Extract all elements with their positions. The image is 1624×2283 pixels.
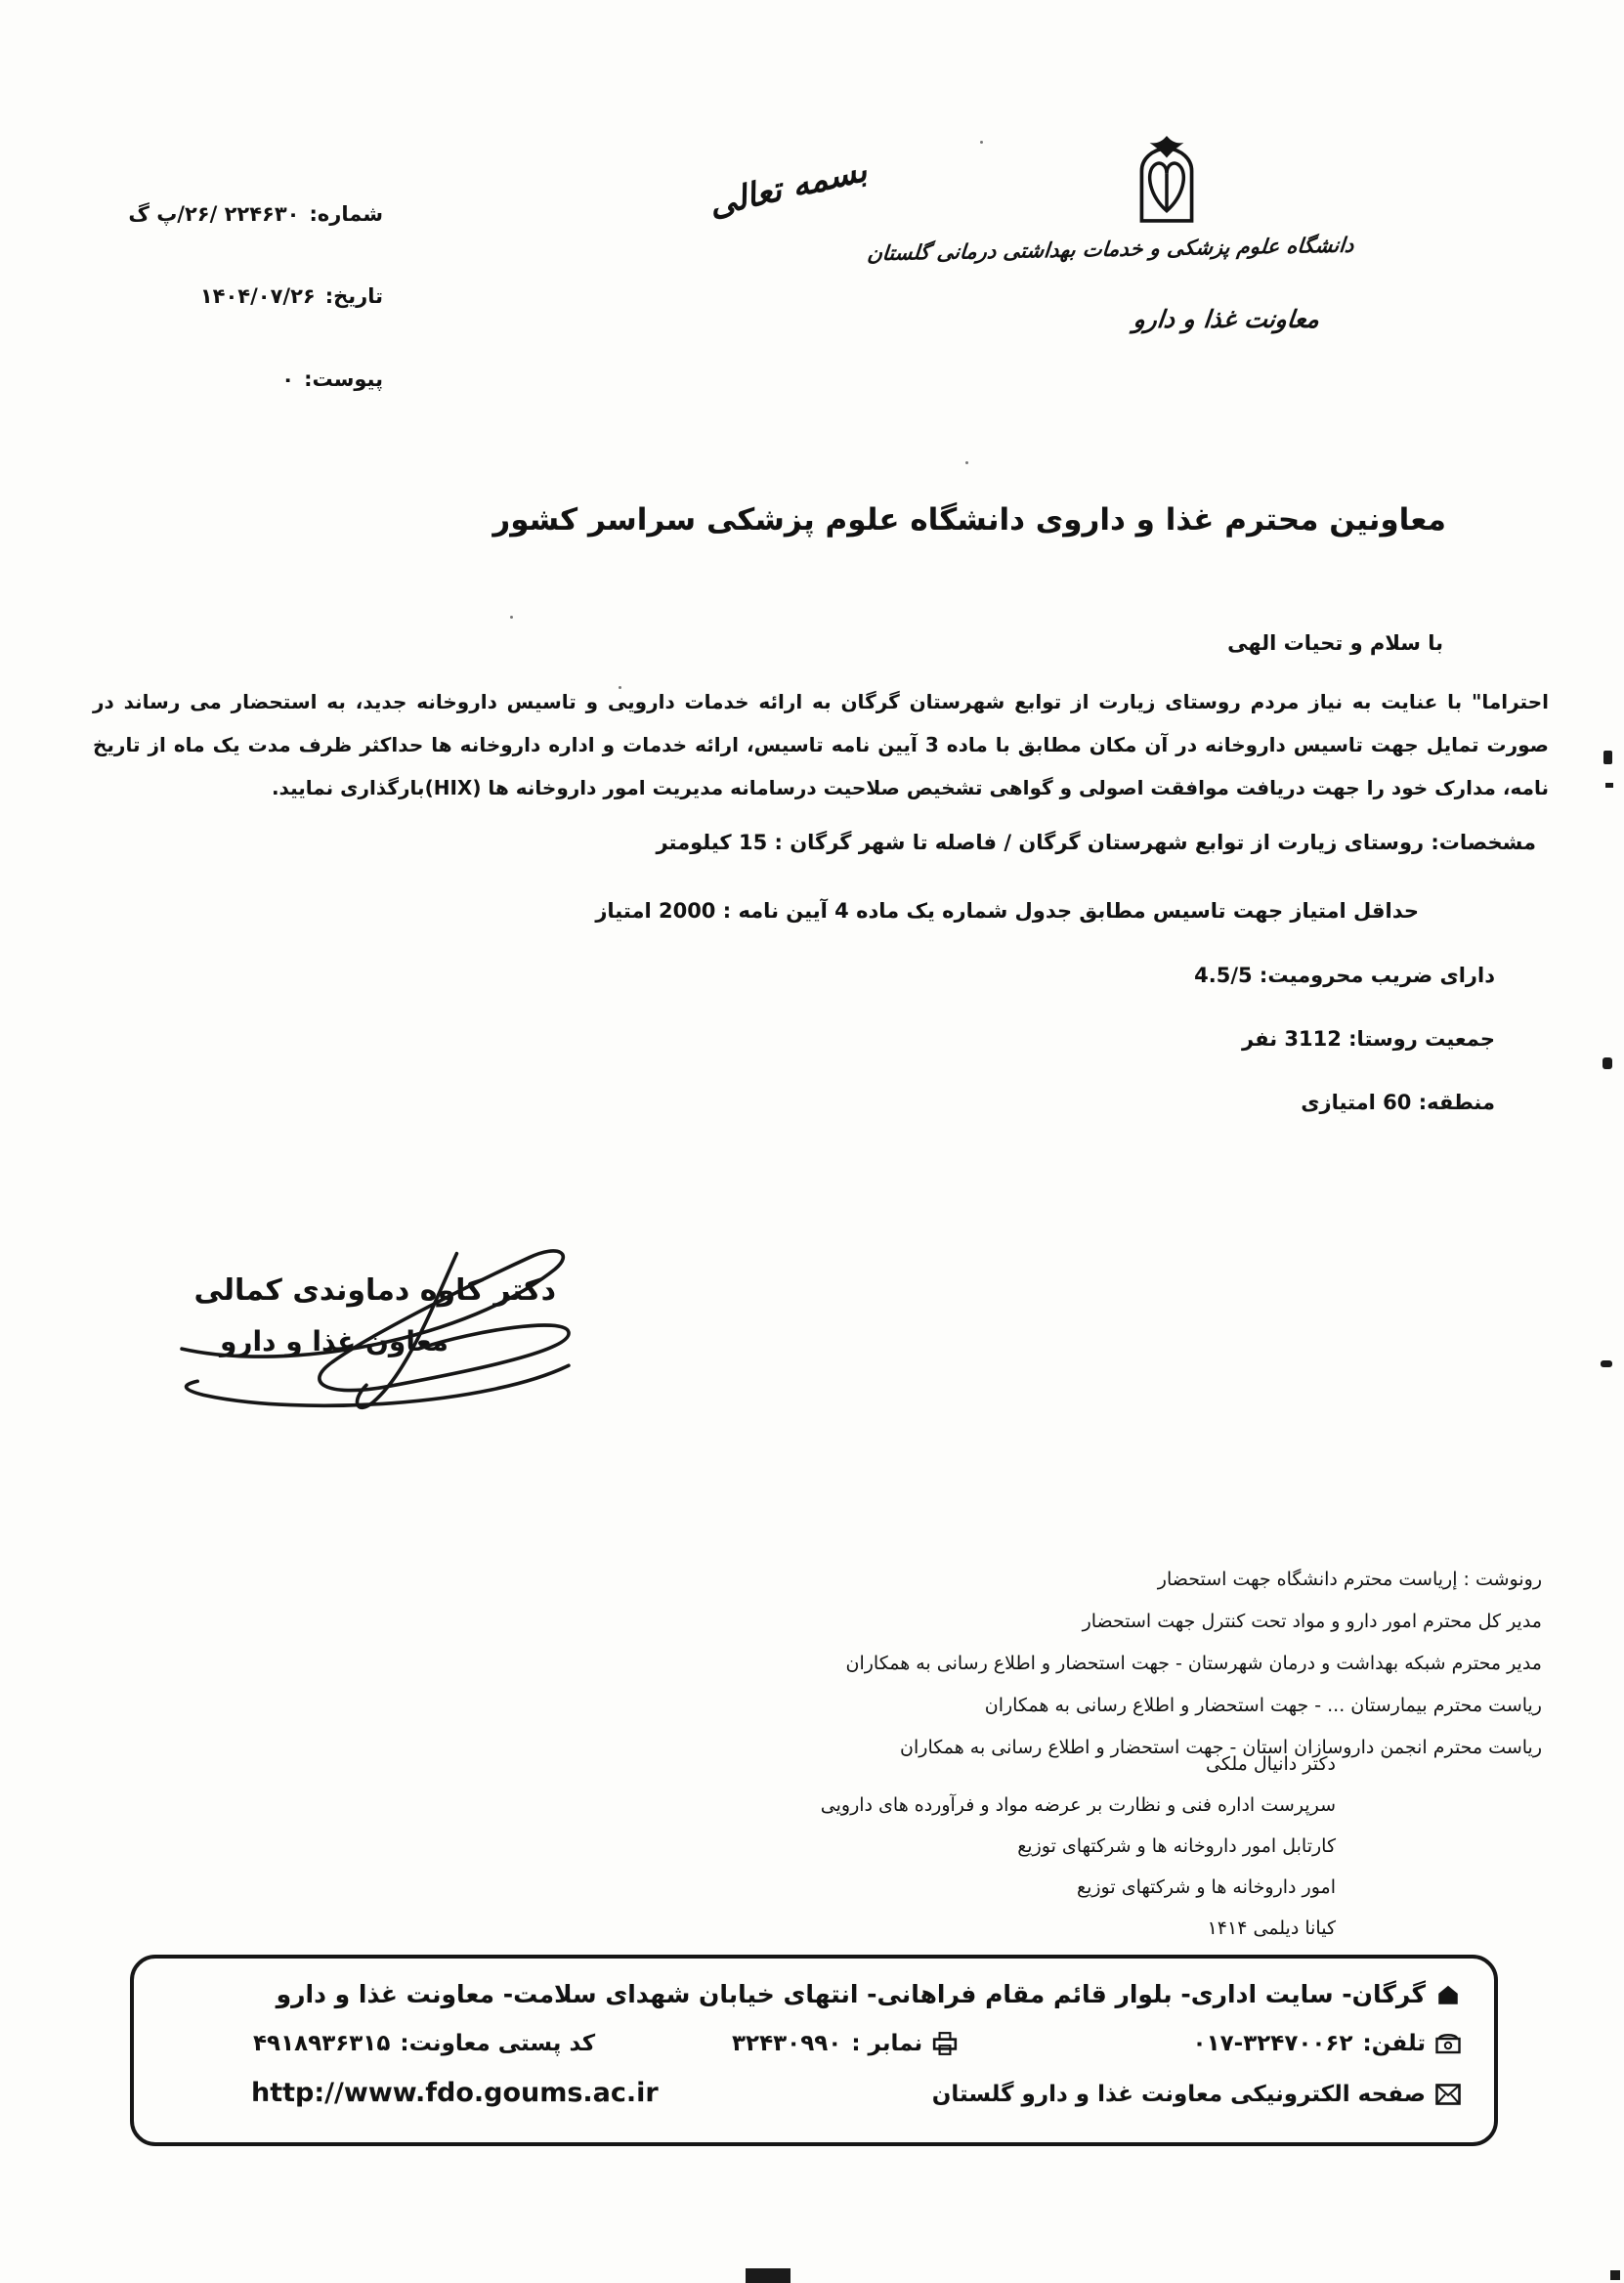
url-row (251, 2078, 659, 2108)
cc-line: دکتر دانیال ملکی (1206, 1753, 1336, 1775)
scan-artifact (1603, 1057, 1612, 1069)
web-row (932, 2082, 1461, 2107)
spec-population: جمعیت روستا: 3112 نفر (1242, 1027, 1495, 1051)
fax-value: ۳۲۴۳۰۹۹۰ (732, 2031, 842, 2056)
scan-artifact (1610, 2270, 1620, 2280)
cc-line: مدیر محترم شبکه بهداشت و درمان شهرستان - جهت استحضار و اطلاع رسانی به همکاران (845, 1653, 1542, 1674)
web-label: صفحه الکترونیکی معاونت غذا و دارو گلستان (931, 2082, 1426, 2107)
university-name: دانشگاه علوم پزشکی و خدمات بهداشتی درمانی گلستان (866, 233, 1355, 266)
scan-speck (619, 686, 621, 689)
letter-attachment-label: پیوست: (304, 367, 383, 391)
cc-list-primary (846, 1559, 1542, 1769)
scan-speck (980, 141, 983, 144)
spec-minimum-score: حداقل امتیاز جهت تاسیس مطابق جدول شماره یک ماده 4 آیین نامه : 2000 امتیاز (595, 899, 1419, 923)
cc-list-secondary (821, 1744, 1336, 1949)
email-icon (1435, 2083, 1461, 2106)
postal-row (253, 2031, 595, 2056)
address-row (277, 1980, 1461, 2008)
letter-attachment-value: ۰ (281, 367, 295, 391)
scan-speck (965, 461, 968, 464)
postal-value: ۴۹۱۸۹۳۶۳۱۵ (253, 2031, 391, 2056)
spec-village-distance: مشخصات: روستای زیارت از توابع شهرستان گرگان / فاصله تا شهر گرگان : 15 کیلومتر (656, 831, 1536, 854)
spec-deprivation-coefficient: دارای ضریب محرومیت: 4.5/5 (1194, 964, 1495, 987)
scan-artifact (1605, 783, 1613, 788)
letter-number-label: شماره: (309, 202, 383, 226)
address-text: گرگان- سایت اداری- بلوار قائم مقام فراهانی- انتهای خیابان شهدای سلامت- معاونت غذا و دارو (276, 1980, 1426, 2008)
cc-line: سرپرست اداره فنی و نظارت بر عرضه مواد و فرآورده های دارویی (820, 1794, 1336, 1816)
signer-name: دکتر کاوه دماوندی کمالی (193, 1273, 556, 1308)
website-url: http://www.fdo.goums.ac.ir (251, 2078, 659, 2108)
phone-icon (1435, 2032, 1461, 2055)
letter-date-value: ۱۴۰۴/۰۷/۲۶ (199, 284, 316, 308)
signer-title: معاون غذا و دارو (220, 1325, 449, 1357)
letter-number-value: ۲۲۴۶۳۰ /۲۶/پ گ (128, 202, 300, 226)
cc-line: رونوشت : إریاست محترم دانشگاه جهت استحضار (1157, 1569, 1542, 1590)
phone-row (1193, 2031, 1461, 2056)
letter-attachment-line (88, 367, 383, 391)
recipient-heading: معاونین محترم غذا و داروی دانشگاه علوم پزشکی سراسر کشور (492, 502, 1446, 538)
letter-date-line (88, 284, 383, 308)
scan-artifact (1603, 751, 1612, 764)
scan-artifact (746, 2268, 791, 2283)
fax-label: نمابر : (851, 2031, 923, 2056)
deputy-name: معاونت غذا و دارو (1132, 305, 1321, 333)
salutation-line: با سلام و تحیات الهی (1227, 631, 1443, 655)
spec-zone-score: منطقه: 60 امتیازی (1301, 1091, 1495, 1114)
ministry-logo-icon (1136, 135, 1197, 223)
cc-line: ریاست محترم بیمارستان ... - جهت استحضار و اطلاع رسانی به همکاران (984, 1695, 1542, 1716)
besmellah-calligraphy: بسمه تعالی (705, 151, 871, 225)
postal-label: کد پستی معاونت: (400, 2031, 596, 2056)
phone-value: ۰۱۷-۳۲۴۷۰۰۶۲ (1192, 2031, 1353, 2056)
footer-contact-box (130, 1955, 1498, 2146)
letter-number-line (88, 202, 383, 226)
scan-artifact (1601, 1360, 1612, 1367)
cc-line: ریاست محترم انجمن داروسازان استان - جهت استحضار و اطلاع رسانی به همکاران (900, 1737, 1542, 1758)
fax-row (732, 2031, 958, 2056)
fax-icon (932, 2032, 958, 2055)
scan-speck (510, 616, 513, 619)
body-paragraph: احتراما" با عنایت به نیاز مردم روستای زیارت از توابع شهرستان گرگان به ارائه خدمات دارویی و تاسیس داروخانه جدید، به استحضار می رساند در صورت تمایل جهت تاسیس داروخانه در آن مکان مطابق با ماده 3 آیین نامه تاسیس، ارائه خدمات و اداره داروخانه ها حداکثر ظرف مدت یک ماه از تاریخ نامه، مدارک خود را جهت دریافت موافقت اصولی و گواهی تشخیص صلاحیت درسامانه مدیریت امور داروخانه ها (HIX)بارگذاری نمایید. (93, 690, 1549, 799)
address-icon (1435, 1983, 1461, 2006)
cc-line: کیانا دیلمی ۱۴۱۴ (1207, 1917, 1336, 1939)
signature-scribble (164, 1228, 586, 1415)
letter-date-label: تاریخ: (324, 284, 383, 308)
cc-line: مدیر کل محترم امور دارو و مواد تحت کنترل جهت استحضار (1082, 1611, 1542, 1632)
phone-label: تلفن: (1362, 2031, 1426, 2056)
cc-line: کارتابل امور داروخانه ها و شرکتهای توزیع (1017, 1835, 1336, 1857)
cc-line: امور داروخانه ها و شرکتهای توزیع (1076, 1876, 1336, 1898)
